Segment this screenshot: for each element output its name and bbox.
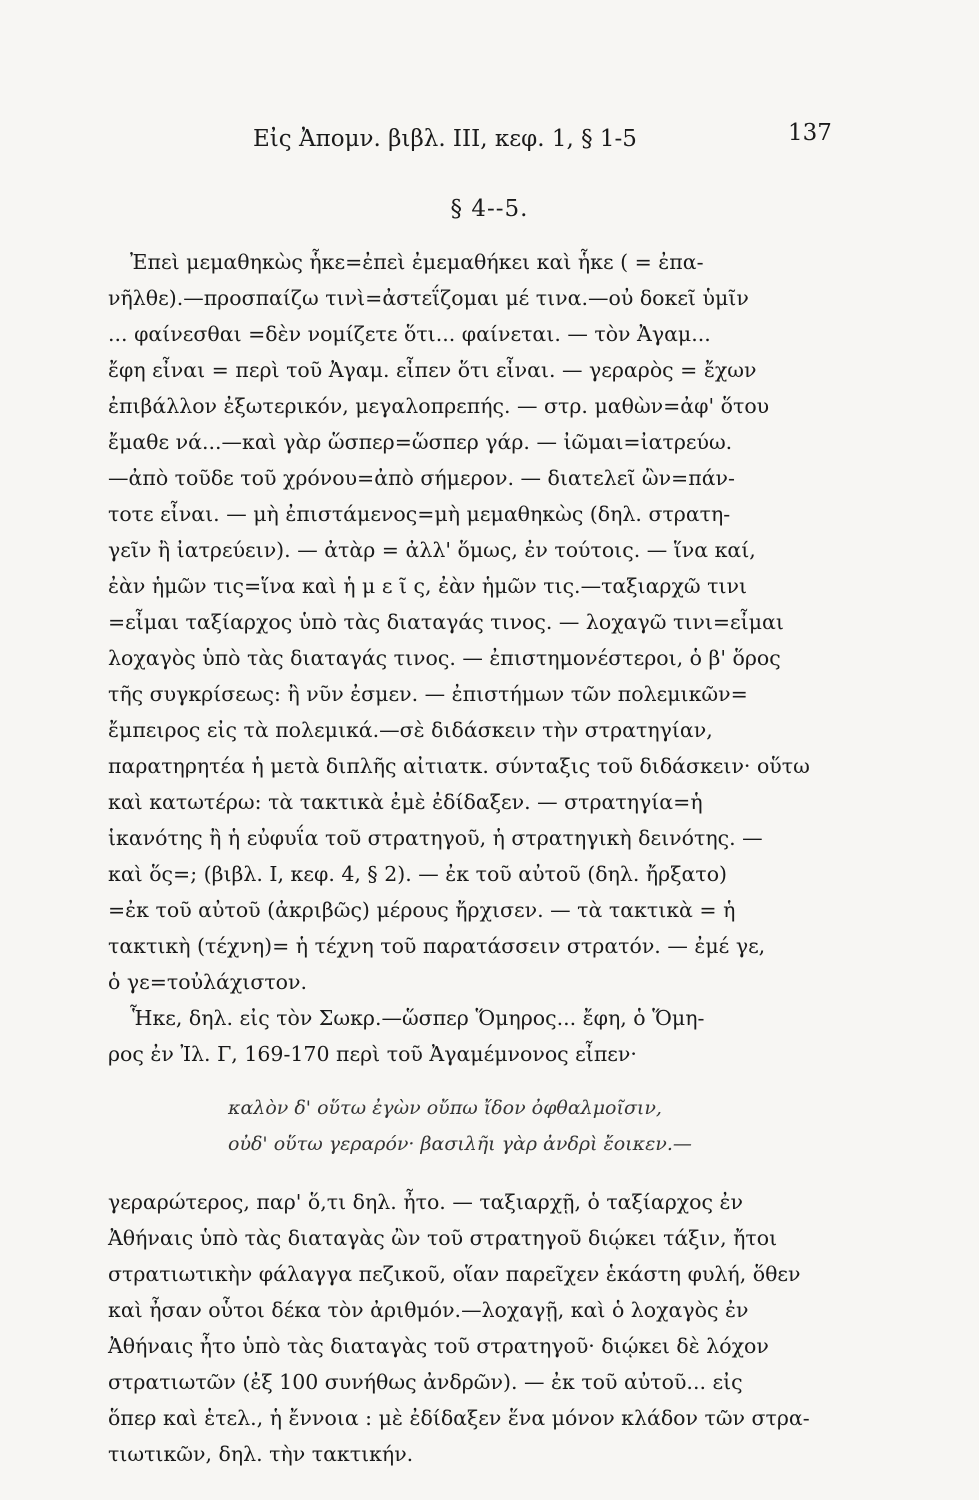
commentary-continuation [108,1184,840,1472]
text-line: ὁ γε=τοὐλάχιστον. [108,970,308,994]
text-line: ρος ἐν Ἰλ. Γ, 169-170 περὶ τοῦ Ἀγαμέμνονος εἶπεν· [108,1042,637,1066]
text-line: γεραρώτερος, παρ' ὅ,τι δηλ. ἦτο. — ταξιαρχῇ, ὁ ταξίαρχος ἐν [108,1190,743,1214]
section-heading: § 4--5. [450,196,529,222]
text-line: ἐπιβάλλον ἐξωτερικόν, μεγαλοπρεπής. — στρ. μαθὼν=ἀφ' ὅτου [108,394,770,418]
text-line: Ἧκε, δηλ. εἰς τὸν Σωκρ.—ὥσπερ Ὅμηρος... ἔφη, ὁ Ὅμη- [130,1006,705,1030]
verse-line: καλὸν δ' οὕτω ἐγὼν οὔπω ἴδον ὀφθαλμοῖσιν, [228,1097,662,1119]
text-line: ἱκανότης ἢ ἡ εὐφυΐα τοῦ στρατηγοῦ, ἡ στρατηγικὴ δεινότης. — [108,826,763,850]
text-line: τακτικὴ (τέχνη)= ἡ τέχνη τοῦ παρατάσσειν στρατόν. — ἐμέ γε, [108,934,766,958]
text-line: τιωτικῶν, δηλ. τὴν τακτικήν. [108,1442,414,1466]
text-line: ἔμαθε νά...—καὶ γὰρ ὥσπερ=ὥσπερ γάρ. — ἰῶμαι=ἰατρεύω. [108,430,733,454]
text-line: στρατιωτικὴν φάλαγγα πεζικοῦ, οἵαν παρεῖχεν ἑκάστη φυλή, ὅθεν [108,1262,801,1286]
text-line: ... φαίνεσθαι =δὲν νομίζετε ὅτι... φαίνεται. — τὸν Ἀγαμ... [108,322,711,346]
page-header [0,118,979,158]
commentary-body [108,244,840,1472]
text-line: =ἐκ τοῦ αὐτοῦ (ἀκριβῶς) μέρους ἤρχισεν. — τὰ τακτικὰ = ἡ [108,898,736,922]
text-line: λοχαγὸς ὑπὸ τὰς διαταγάς τινος. — ἐπιστημονέστεροι, ὁ β' ὅρος [108,646,781,670]
text-line: Ἀθήναις ὑπὸ τὰς διαταγὰς ὢν τοῦ στρατηγοῦ διῴκει τάξιν, ἤτοι [108,1226,778,1250]
running-head: Εἰς Ἀπομν. βιβλ. ΙΙΙ, κεφ. 1, § 1-5 [253,126,637,152]
text-line: Ἐπεὶ μεμαθηκὼς ἧκε=ἐπεὶ ἐμεμαθήκει καὶ ἧκε ( = ἐπα- [130,250,704,274]
text-line: καὶ ἦσαν οὗτοι δέκα τὸν ἀριθμόν.—λοχαγῇ, καὶ ὁ λοχαγὸς ἐν [108,1298,749,1322]
text-line: παρατηρητέα ἡ μετὰ διπλῆς αἰτιατκ. σύνταξις τοῦ διδάσκειν· οὕτω [108,754,810,778]
text-line: ὅπερ καὶ ἑτελ., ἡ ἔννοια : μὲ ἐδίδαξεν ἕνα μόνον κλάδον τῶν στρα- [108,1406,810,1430]
text-line: νῆλθε).—προσπαίζω τινὶ=ἀστεΐζομαι μέ τινα.—οὐ δοκεῖ ὑμῖν [108,286,749,310]
commentary-paragraphs [108,244,840,1072]
text-line: γεῖν ἢ ἰατρεύειν). — ἀτὰρ = ἀλλ' ὅμως, ἐν τούτοις. — ἵνα καί, [108,538,756,562]
page-number: 137 [788,120,832,146]
text-line: Ἀθήναις ἦτο ὑπὸ τὰς διαταγὰς τοῦ στρατηγοῦ· διῴκει δὲ λόχον [108,1334,769,1358]
text-line: ἔμπειρος εἰς τὰ πολεμικά.—σὲ διδάσκειν τὴν στρατηγίαν, [108,718,713,742]
verse-line: οὐδ' οὕτω γεραρόν· βασιλῆι γὰρ ἀνδρὶ ἔοικεν.— [228,1133,692,1155]
text-line: ἐὰν ἡμῶν τις=ἵνα καὶ ἡ μ ε ῖ ς, ἐὰν ἡμῶν τις.—ταξιαρχῶ τινι [108,574,748,598]
verse-quotation [228,1090,840,1162]
text-line: ἔφη εἶναι = περὶ τοῦ Ἀγαμ. εἶπεν ὅτι εἶναι. — γεραρὸς = ἔχων [108,358,757,382]
text-line: καὶ κατωτέρω: τὰ τακτικὰ ἐμὲ ἐδίδαξεν. — στρατηγία=ἡ [108,790,703,814]
text-line: στρατιωτῶν (ἐξ 100 συνήθως ἀνδρῶν). — ἐκ τοῦ αὐτοῦ... εἰς [108,1370,743,1394]
text-line: —ἀπὸ τοῦδε τοῦ χρόνου=ἀπὸ σήμερον. — διατελεῖ ὢν=πάν- [108,466,735,490]
text-line: =εἶμαι ταξίαρχος ὑπὸ τὰς διαταγάς τινος. — λοχαγῶ τινι=εἶμαι [108,610,784,634]
text-line: τοτε εἶναι. — μὴ ἐπιστάμενος=μὴ μεμαθηκὼς (δηλ. στρατη- [108,502,731,526]
text-line: τῆς συγκρίσεως: ἢ νῦν ἐσμεν. — ἐπιστήμων τῶν πολεμικῶν= [108,682,748,706]
text-line: καὶ ὅς=; (βιβλ. Ι, κεφ. 4, § 2). — ἐκ τοῦ αὐτοῦ (δηλ. ἤρξατο) [108,862,728,886]
